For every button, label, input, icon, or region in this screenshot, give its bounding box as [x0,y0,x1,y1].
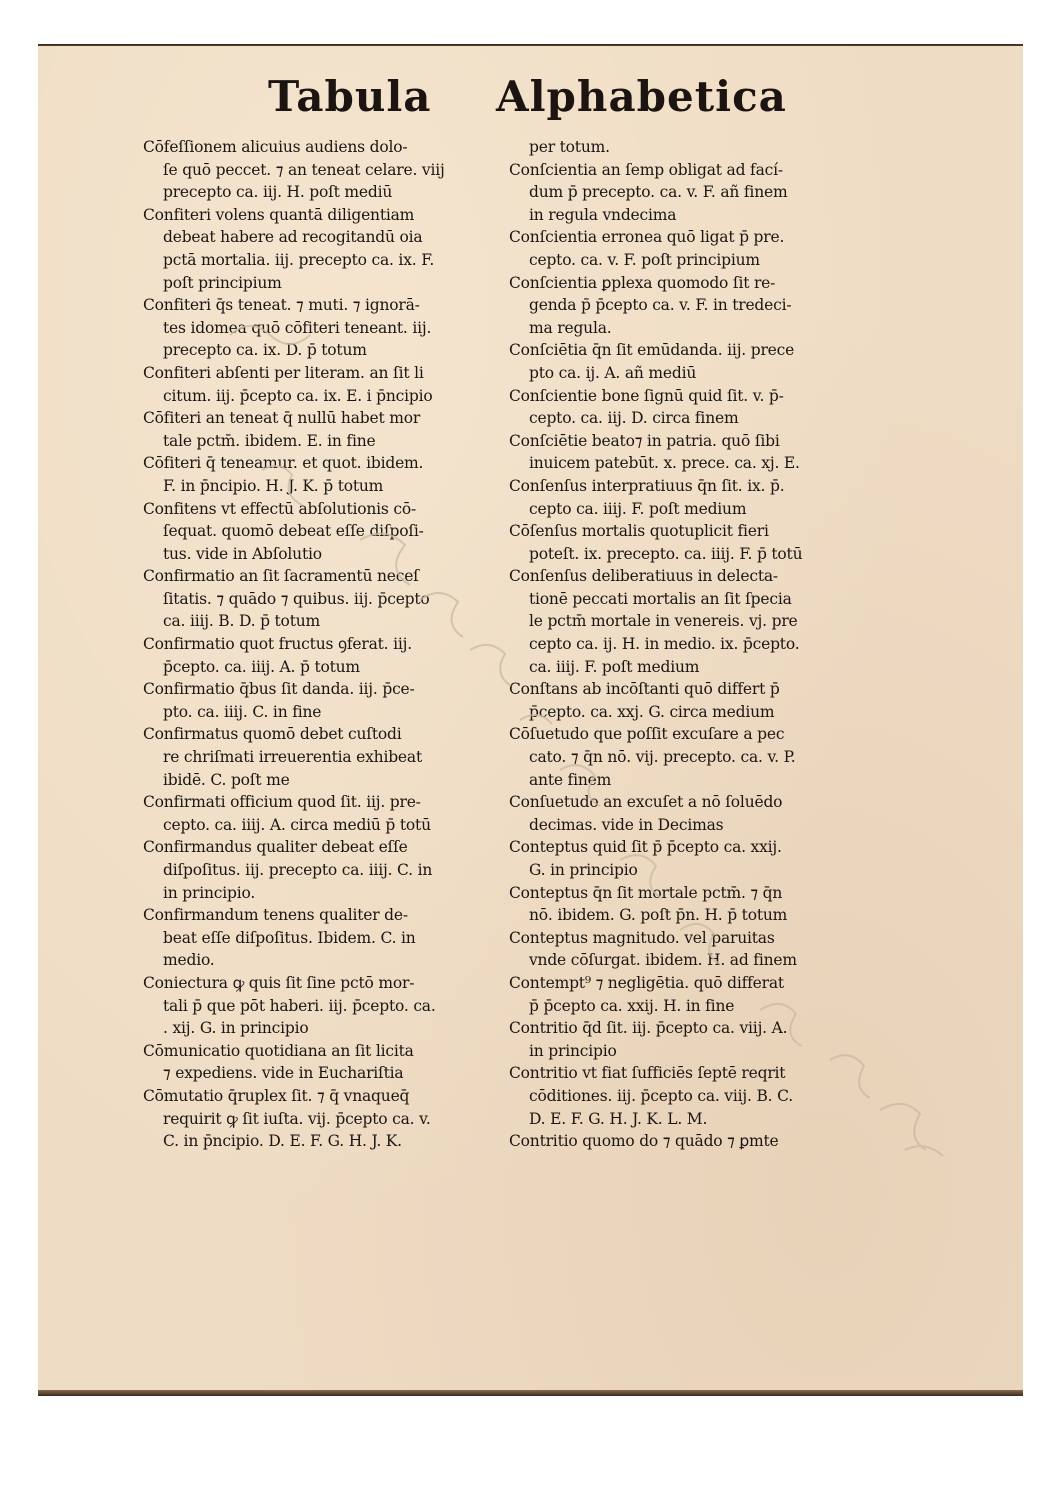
left-column-line: pctā mortalia. iij. precepto ca. ix. F. [163,250,435,269]
left-column-line: Cōmutatio q̄ruplex ſit. ⁊ q̄ vnaqueq̄ [143,1086,410,1105]
right-column-line: Conſciētia q̄n ſit emūdanda. iij. prece [509,341,795,360]
right-column-line: ante finem [529,770,612,789]
left-column-line: poſt principium [163,273,282,292]
left-column-line: Cōmunicatio quotidiana an ſit licita [143,1041,414,1060]
right-column-line: dum p̄ precepto. ca. v. F. añ finem [529,183,788,202]
right-column-line: per totum. [529,138,610,156]
right-column-line: Conſcientie bone ſignū quid ſit. v. p̄‑ [509,386,784,405]
left-column-line: precepto ca. ix. D. p̄ totum [163,341,367,360]
right-column-line: ca. iiij. F. poſt medium [529,657,700,676]
right-column-line: Conſtans ab incōſtanti quō differt p̄ [509,680,780,699]
left-column-line: re chriſmati irreuerentia exhibeat [163,748,422,767]
right-column-line: inuicem patebūt. x. prece. ca. xj. E. [529,454,800,473]
left-column-line: Confirmati officium quod ſit. iij. pre‑ [143,793,421,812]
heading-word-right: Alphabetica [496,72,787,121]
right-column-line: pto ca. ij. A. añ mediū [529,363,697,382]
left-column-line: Cōfiteri q̄ teneamur. et quot. ibidem. [143,454,424,473]
right-column-line: Conteptus quid ſit p̄ p̄cepto ca. xxij. [509,838,782,857]
left-column-line: Cōfeſſionem alicuius audiens dolo‑ [143,138,408,156]
left-column-line: medio. [163,951,215,970]
left-column-line: Confirmandum tenens qualiter de‑ [143,906,408,925]
right-column-line: Conſciētie beato⁊ in patria. quō ſibi [509,431,780,450]
right-column-line: poteſt. ix. precepto. ca. iiij. F. p̄ totū [529,544,803,563]
right-column-line: cepto ca. ij. H. in medio. ix. p̄cepto. [529,635,800,654]
right-column-line: vnde cōſurgat. ibidem. H. ad finem [529,951,797,970]
right-column-line: ma regula. [529,318,612,337]
right-column-line: in principio [529,1041,617,1060]
right-column-line: genda p̄ p̄cepto ca. v. F. in tredeci‑ [529,296,792,315]
right-column-line: Conteptus q̄n ſit mortale pctm̄. ⁊ q̄n [509,883,783,902]
left-column-line: ca. iiij. B. D. p̄ totum [163,612,320,631]
left-column-line: pto. ca. iiij. C. in fine [163,702,322,721]
right-column-line: Contritio q̄d ſit. iij. p̄cepto ca. viij. A. [509,1019,788,1038]
right-column-line: tionē peccati mortalis an ſit ſpecia [529,589,792,608]
right-column-line: p̄ p̄cepto ca. xxij. H. in fine [529,996,735,1015]
right-column-line: Conſcientia erronea quō ligat p̄ pre. [509,228,785,247]
right-column-line: Conteptus magnitudo. vel paruitas [509,928,775,947]
right-column-line: cōditiones. iij. p̄cepto ca. viij. B. C. [529,1086,793,1105]
running-heading [0,72,1060,132]
left-column-line: F. in p̄ncipio. H. J. K. p̄ totum [163,476,384,495]
left-column-line: citum. iij. p̄cepto ca. ix. E. i p̄ncipio [163,386,433,405]
right-column-line: nō. ibidem. G. poſt p̄n. H. p̄ totum [529,906,788,925]
left-column-line: diſpoſitus. iij. precepto ca. iiij. C. in [163,861,433,879]
right-column-line: Contritio vt fiat ſufficiēs ſeptē reqrit [509,1064,786,1083]
right-column-line: cepto. ca. v. F. poſt principium [529,250,760,269]
left-column-line: Confirmatio q̄bus ſit danda. iij. p̄ce‑ [143,680,415,699]
left-column-line: ibidē. C. poſt me [163,770,290,789]
right-column-line: Cōſuetudo que poſſit excuſare a pec [509,725,785,744]
left-column-line: Confiteri q̄s teneat. ⁊ muti. ⁊ ignorā‑ [143,296,420,315]
left-column-line: Confirmandus qualiter debeat eſſe [143,838,408,857]
left-column-line: Coniectura ꝙ quis ſit ſine pctō mor‑ [143,973,415,992]
right-column-line: Contempt⁹ ⁊ negligētia. quō differat [509,973,784,992]
right-column-line: Conſuetudo an excuſet a nō ſoluēdo [509,793,783,812]
left-column-line: beat eſſe diſpoſitus. Ibidem. C. in [163,928,416,947]
right-text-column [509,136,854,1153]
left-column-line: in principio. [163,883,256,902]
right-column-line: Contritio quomo do ⁊ quādo ⁊ ꝑmte [509,1132,779,1151]
heading-word-left: Tabula [268,72,432,121]
left-column-line: Confirmatus quomō debet cuſtodi [143,725,402,744]
right-column-line: D. E. F. G. H. J. K. L. M. [529,1109,708,1128]
left-column-line: tale pctm̄. ibidem. E. in fine [163,431,376,450]
left-column-line: requirit ꝙ ſit iuſta. vij. p̄cepto ca. v. [163,1109,431,1128]
right-column-line: Conſenſus deliberatiuus in delecta‑ [509,567,778,586]
left-column-line: tus. vide in Abſolutio [163,544,322,563]
left-column-line: Confitens vt effectū abſolutionis cō‑ [143,499,417,518]
right-column-line: Cōſenſus mortalis quotuplicit fieri [509,522,769,541]
right-column-line: Conſcientia an ſemp obligat ad fací‑ [509,160,783,179]
left-column-line: tali p̄ que pōt haberi. iij. p̄cepto. ca. [163,996,436,1015]
left-column-line: Confiteri volens quantā diligentiam [143,205,415,224]
right-column-line: cepto ca. iiij. F. poſt medium [529,499,747,518]
left-column-line: debeat habere ad recogitandū oia [163,228,423,247]
page-bottom-edge [38,1390,1023,1396]
right-column-line: decimas. vide in Decimas [529,815,724,834]
right-column-line: le pctm̄ mortale in venereis. vj. pre [529,612,798,631]
left-column-line: Confiteri abſenti per literam. an ſit li [143,363,424,382]
left-column-line: ⁊ expediens. vide in Euchariſtia [163,1064,404,1083]
left-column-line: tes idomea quō cōfiteri teneant. iij. [163,318,432,337]
right-column-line: Conſenſus interpratiuus q̄n ſit. ix. p̄. [509,476,785,495]
left-column-line: . xij. G. in principio [163,1019,309,1038]
right-column-line: cato. ⁊ q̄n nō. vij. precepto. ca. v. P. [529,748,796,767]
left-column-line: Cōfiteri an teneat q̄ nullū habet mor [143,409,421,428]
right-column-line: in regula vndecima [529,205,677,224]
right-column-line: cepto. ca. iij. D. circa finem [529,409,739,428]
left-column-line: ſitatis. ⁊ quādo ⁊ quibus. iij. p̄cepto [163,589,430,608]
left-column-line: ſe quō peccet. ⁊ an teneat celare. viij [163,160,445,179]
right-column-line: G. in principio [529,861,638,879]
left-column-line: Confirmatio quot fructus ꝯferat. iij. [143,635,412,654]
left-text-column [143,136,488,1153]
left-column-line: cepto. ca. iiij. A. circa mediū p̄ totū [163,815,431,834]
right-column-line: p̄cepto. ca. xxj. G. circa medium [529,702,775,721]
left-column-line: Confirmatio an ſit ſacramentū neceſ [143,567,419,586]
left-column-line: precepto ca. iij. H. poſt mediū [163,183,393,202]
left-column-line: ſequat. quomō debeat eſſe diſpoſi‑ [163,522,424,541]
right-column-line: Conſcientia ꝑplexa quomodo ſit re‑ [509,273,776,292]
left-column-line: p̄cepto. ca. iiij. A. p̄ totum [163,657,360,676]
left-column-line: C. in p̄ncipio. D. E. F. G. H. J. K. [163,1132,402,1151]
